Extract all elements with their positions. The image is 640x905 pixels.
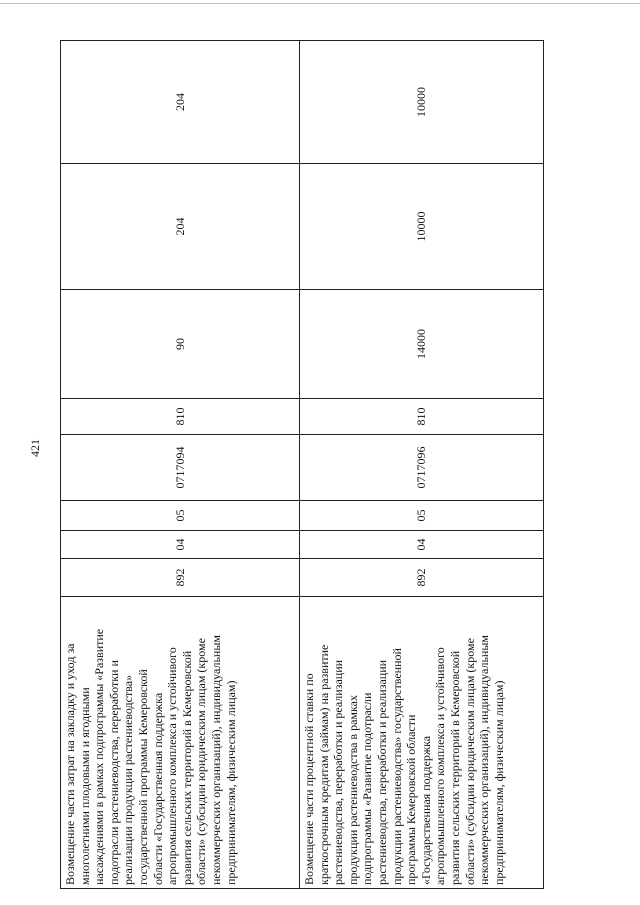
budget-table-container — [60, 41, 543, 889]
top-divider — [0, 3, 640, 4]
row-description-text: Возмещение части процентной ставки по краткосрочным кредитам (займам) на развитие растениеводства, переработки и реализации продукции растениеводства в рамках подпрограммы «Развитие подотрасли растениеводства, переработки и реализации продукции растениеводства» государственной программы Кемеровской области «Государственная поддержка агропромышленного комплекса и устойчивого развития сельских территорий в Кемеровской области» (субсидии юридическим лицам (кроме некоммерческих организаций), индивидуальным предпринимателям, физическим лицам) — [302, 635, 506, 885]
ministry-code-cell: 892 — [300, 559, 544, 597]
section-cell: 04 — [61, 531, 300, 559]
year-3-amount-cell: 10000 — [300, 41, 544, 164]
row-description-text: Возмещение части затрат на закладку и уход за многолетними плодовыми и ягодными насаждениями в рамках подпрограммы «Развитие подотрасли растениеводства, переработки и реализации продукции растениеводства» государственной программы Кемеровской области «Государственная поддержка агропромышленного комплекса и устойчивого развития сельских территорий в Кемеровской области» (субсидии юридическим лицам (кроме некоммерческих организаций), индивидуальным предпринимателям, физическим лицам) — [63, 628, 238, 885]
year-1-amount-cell: 90 — [61, 290, 300, 399]
table-row — [61, 41, 300, 889]
year-1-amount-cell: 14000 — [300, 290, 544, 399]
target-article-cell: 0717094 — [61, 435, 300, 501]
row-description — [300, 597, 544, 889]
expense-type-cell: 810 — [61, 399, 300, 435]
year-3-amount-cell: 204 — [61, 41, 300, 164]
year-2-amount-cell: 10000 — [300, 164, 544, 290]
budget-table — [60, 40, 544, 889]
subsection-cell: 05 — [61, 501, 300, 531]
ministry-code-cell: 892 — [61, 559, 300, 597]
subsection-cell: 05 — [300, 501, 544, 531]
budget-table-rotated — [60, 41, 543, 889]
year-2-amount-cell: 204 — [61, 164, 300, 290]
section-cell: 04 — [300, 531, 544, 559]
page-number: 421 — [28, 439, 42, 457]
expense-type-cell: 810 — [300, 399, 544, 435]
row-description — [61, 597, 300, 889]
target-article-cell: 0717096 — [300, 435, 544, 501]
table-row — [300, 41, 544, 889]
